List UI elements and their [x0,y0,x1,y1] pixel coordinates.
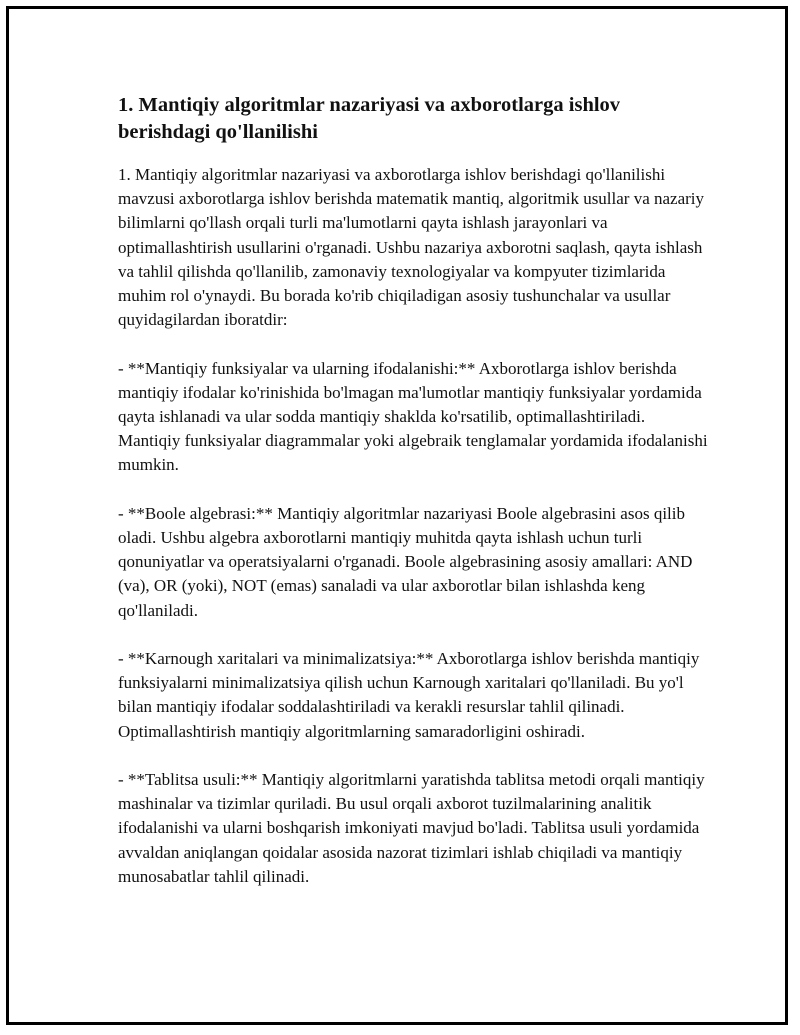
paragraph-boole-algebrasi: - **Boole algebrasi:** Mantiqiy algoritmlar nazariyasi Boole algebrasini asos qilib oladi. Ushbu algebra axborotlarni mantiqiy muhitda qayta ishlash uchun turli qonuniyatlar va operatsiyalarni o'rganadi. Boole algebrasining asosiy amallari: AND (va), OR (yoki), NOT (emas) sanaladi va ular axborotlar bilan ishlashda keng qo'llaniladi. [118,503,693,620]
intro-paragraph: 1. Mantiqiy algoritmlar nazariyasi va axborotlarga ishlov berishdagi qo'llanilishi mavzusi axborotlarga ishlov berishda matematik mantiq, algoritmik usullar va nazariy bilimlarni qo'llash orqali turli ma'lumotlarni qayta ishlash jarayonlari va optimallashtirish usullarini o'rganadi. Ushbu nazariya axborotni saqlash, qayta ishlash va tahlil qilishda qo'llanilib, zamonaviy texnologiyalar va kompyuter tizimlarida muhim rol o'ynaydi. Bu borada ko'rib chiqiladigan asosiy tushunchalar va usullar quyidagilardan iboratdir: [118,165,705,330]
paragraph-tablitsa-usuli: - **Tablitsa usuli:** Mantiqiy algoritmlarni yaratishda tablitsa metodi orqali mantiqiy mashinalar va tizimlar quriladi. Bu usul orqali axborot tuzilmalarining analitik ifodalanishi va ularni boshqarish imkoniyati mavjud bo'ladi. Tablitsa usuli yordamida avvaldan aniqlangan qoidalar asosida nazorat tizimlari ishlab chiqiladi va mantiqiy munosabatlar tahlil qilinadi. [118,770,705,886]
paragraph-mantiqiy-funksiyalar: - **Mantiqiy funksiyalar va ularning ifodalanishi:** Axborotlarga ishlov berishda mantiqiy ifodalar ko'rinishida bo'lmagan ma'lumotlar mantiqiy funksiyalar yordamida qayta ishlanadi va ular sodda mantiqiy shaklda ko'rsatilib, optimallashtiriladi. Mantiqiy funksiyalar diagrammalar yoki algebraik tenglamalar yordamida ifodalanishi mumkin. [118,358,708,475]
document-heading: 1. Mantiqiy algoritmlar nazariyasi va axborotlarga ishlov berishdagi qo'llanilishi [118,94,621,143]
document-body [118,92,708,913]
paragraph-karnough-xaritalari: - **Karnough xaritalari va minimalizatsiya:** Axborotlarga ishlov berishda mantiqiy funksiyalarni minimalizatsiya qilish uchun Karnough xaritalari qo'llaniladi. Bu yo'l bilan mantiqiy ifodalar soddalashtiriladi va kerakli resurslar tahlil qilinadi. Optimallashtirish mantiqiy algoritmlarning samaradorligini oshiradi. [118,649,700,741]
